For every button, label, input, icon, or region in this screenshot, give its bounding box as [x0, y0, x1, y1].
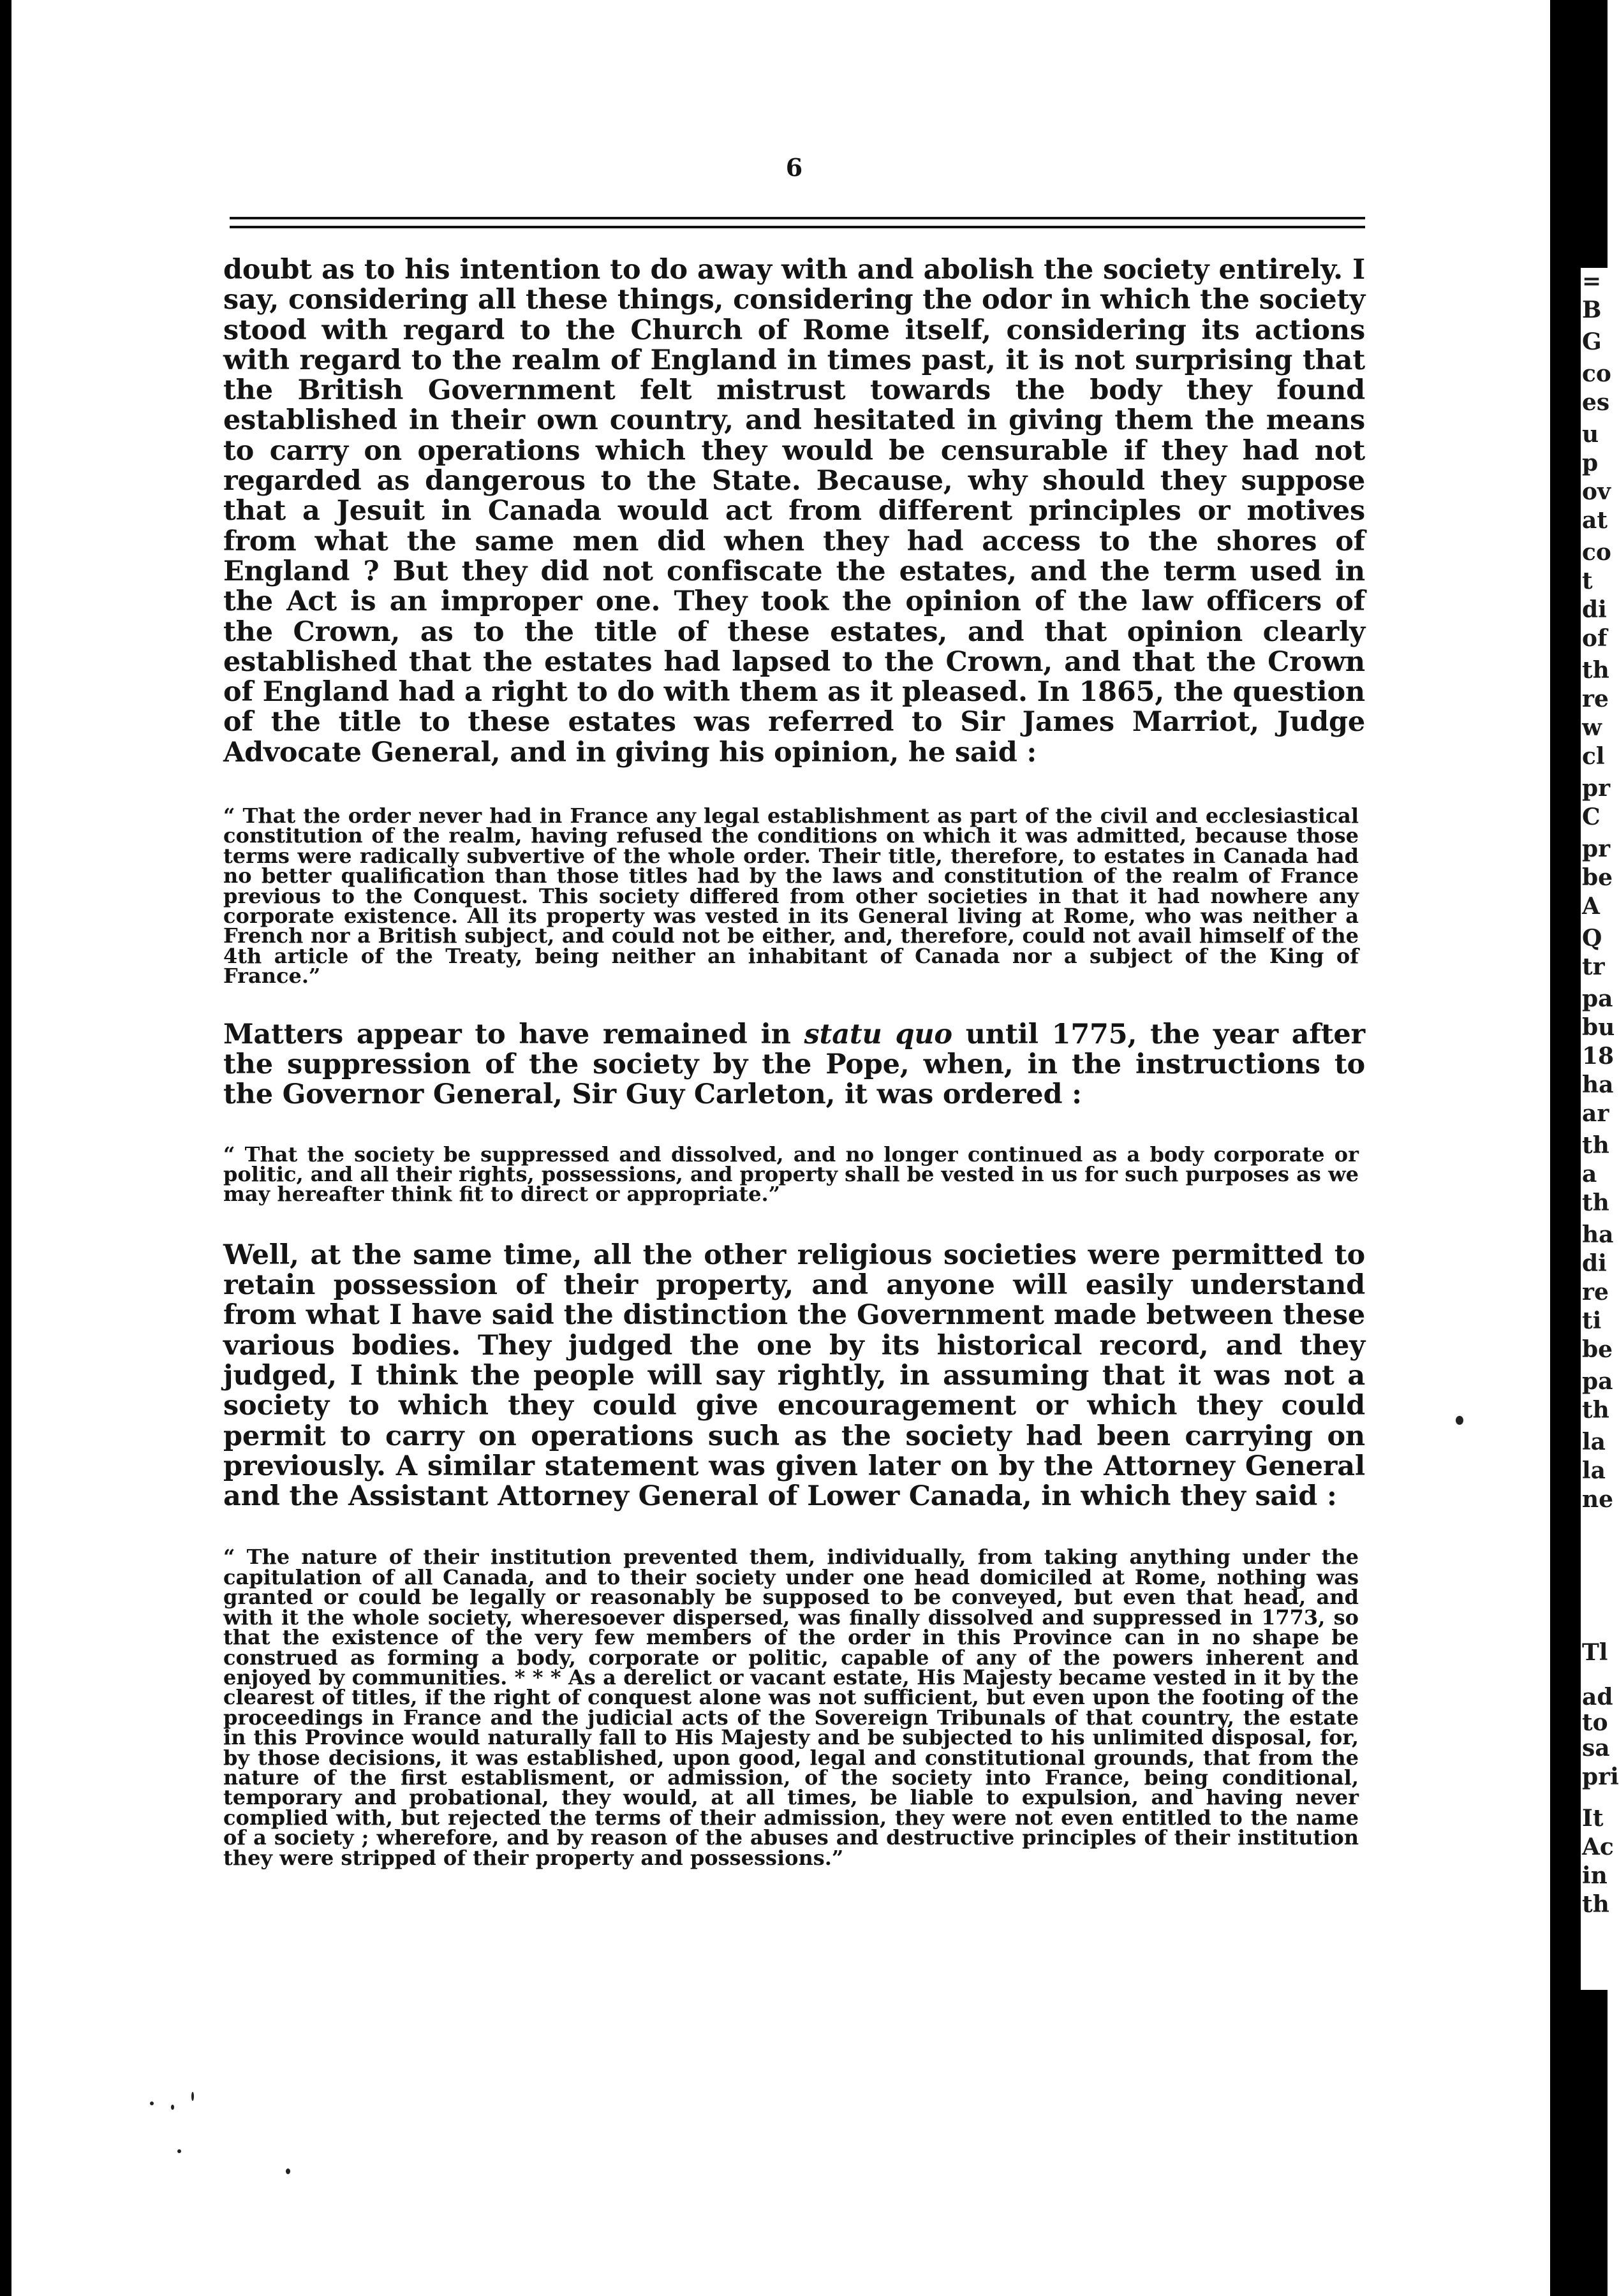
statu-quo-italic: statu quo: [804, 1018, 952, 1050]
margin-fragment: Tl: [1582, 1639, 1608, 1666]
margin-fragment: sa: [1582, 1735, 1610, 1762]
margin-fragment: ha: [1582, 1071, 1614, 1098]
margin-fragment: A: [1582, 893, 1600, 920]
page-number: 6: [785, 153, 803, 182]
margin-fragment: ad: [1582, 1684, 1613, 1711]
margin-fragment: pr: [1582, 835, 1611, 862]
margin-fragment: Q: [1582, 925, 1602, 952]
margin-fragment: w: [1582, 714, 1602, 741]
paragraph-1: doubt as to his intention to do away with and abolish the society entirely. I say, considering all these things, considering the odor in which the society stood with regard to the Church of Rome itself, considering its actions with regard to the realm of England in times past, it is not surprising that the British Government felt mistrust towards the body they found established in their own country, and hesitated in giving them the means to carry on operations which they would be censurable if they had not regarded as dangerous to the State. Because, why should they suppose that a Jesuit in Canada would act from different principles or motives from what the same men did when they had access to the shores of England ? But they did not confiscate the estates, and the term used in the Act is an improper one. They took the opinion of the law officers of the Crown, as to the title of these estates, and that opinion clearly established that the estates had lapsed to the Crown, and that the Crown of England had a right to do with them as it pleased. In 1865, the question of the title to these estates was referred to Sir James Marriot, Judge Advocate General, and in giving his opinion, he said :: [223, 254, 1365, 769]
margin-fragment: Ac: [1582, 1834, 1614, 1860]
margin-fragment: re: [1582, 686, 1609, 712]
paragraph-2-start: Matters appear to have remained in: [223, 1018, 804, 1050]
quote-marriot: “ That the order never had in France any legal establishment as part of the civil and ecclesiastical constitution of the realm, having refused the conditions on which it was admitted, because those terms were radically subvertive of the whole order. Their title, therefore, to estates in Canada had no better qualification than those titles had by the laws and constitution of the realm of France previous to the Conquest. This society differed from other societies in that it had nowhere any corporate existence. All its property was vested in its General living at Rome, who was neither a French nor a British subject, and could not be either, and, therefore, could not avail himself of the 4th article of the Treaty, being neither an inhabitant of Canada nor a subject of the King of France.”: [223, 804, 1359, 989]
scan-speck: [286, 2168, 290, 2174]
margin-fragment: be: [1582, 864, 1613, 891]
scan-speck: [171, 2105, 174, 2110]
margin-fragment: C: [1582, 804, 1601, 830]
scan-left-border: [0, 0, 11, 2296]
margin-fragment: It: [1582, 1805, 1604, 1832]
margin-fragment: to: [1582, 1709, 1608, 1736]
margin-fragment: u: [1582, 421, 1599, 448]
margin-fragment: co: [1582, 360, 1611, 387]
margin-fragment: B: [1582, 297, 1602, 323]
margin-fragment: of: [1582, 625, 1608, 652]
margin-fragment: be: [1582, 1336, 1613, 1363]
margin-fragment: di: [1582, 1250, 1607, 1277]
margin-fragment: p: [1582, 450, 1599, 476]
margin-fragment: la: [1582, 1457, 1606, 1484]
paragraph-2: [223, 1020, 1365, 1110]
quote-attorney-general: “ The nature of their institution prevented them, individually, from taking anything under the capitulation of all Canada, and to their society under one head domiciled at Rome, nothing was granted or could be legally or reasonably be supposed to be conveyed, but even that head, and with it the whole society, wheresoever dispersed, was finally dissolved and suppressed in 1773, so that the existence of the very few members of the order in this Province can in no shape be construed as forming a body, corporate or politic, capable of any of the powers inherent and enjoyed by communities. * * * As a derelict or vacant estate, His Majesty became vested in it by the clearest of titles, if the right of conquest alone was not sufficient, but even upon the footing of the proceedings in France and the judicial acts of the Sovereign Tribunals of that country, the estate in this Province would naturally fall to His Majesty and be subjected to his unlimited disposal, for, by those decisions, it was established, upon good, legal and constitutional grounds, that from the nature of the first establisment, or admission, of the society into France, being conditional, temporary and probational, they would, at all times, be liable to expulsion, and having never complied with, but rejected the terms of their admission, they were not even entitled to the name of a society ; wherefore, and by reason of the abuses and destructive principles of their institution they were stripped of their property and possessions.”: [223, 1545, 1359, 1870]
margin-fragment: pr: [1582, 775, 1611, 802]
margin-fragment: ar: [1582, 1100, 1609, 1127]
margin-fragment: la: [1582, 1429, 1606, 1455]
margin-fragment: in: [1582, 1862, 1608, 1889]
page-content: [223, 255, 1365, 1868]
margin-fragment: co: [1582, 539, 1611, 566]
margin-fragment: pri: [1582, 1763, 1619, 1790]
margin-fragment: ti: [1582, 1307, 1602, 1334]
margin-fragment: es: [1582, 389, 1610, 416]
margin-fragment: t: [1582, 568, 1593, 594]
margin-fragment: di: [1582, 596, 1607, 623]
scan-speck: [177, 2149, 181, 2153]
margin-fragment: ne: [1582, 1486, 1614, 1513]
margin-fragment: th: [1582, 1891, 1609, 1918]
margin-fragment: th: [1582, 1397, 1609, 1424]
header-double-rule: [230, 217, 1365, 228]
scan-speck: [191, 2092, 194, 2101]
margin-fragment: =: [1582, 268, 1602, 295]
margin-fragment: re: [1582, 1279, 1609, 1306]
margin-fragment: pa: [1582, 1368, 1613, 1395]
margin-fragment: 18: [1582, 1043, 1615, 1070]
margin-fragment: th: [1582, 1189, 1609, 1216]
margin-fragment: ha: [1582, 1221, 1614, 1248]
margin-fragment: at: [1582, 507, 1608, 534]
scan-speck: [150, 2101, 154, 2105]
margin-fragment: ov: [1582, 478, 1611, 505]
adjacent-page-margin: [1581, 268, 1619, 1990]
margin-fragment: cl: [1582, 743, 1605, 770]
margin-fragment: tr: [1582, 953, 1605, 980]
margin-fragment: th: [1582, 1132, 1609, 1159]
margin-fragment: bu: [1582, 1014, 1615, 1041]
paragraph-3: Well, at the same time, all the other religious societies were permitted to retain possession of their property, and anyone will easily understand from what I have said the distinction the Government made between these various bodies. They judged the one by its historical record, and they judged, I think the people will say rightly, in assuming that it was not a society to which they could give encouragement or which they could permit to carry on operations such as the society had been carrying on previously. A similar statement was given later on by the Attorney General and the Assistant Attorney General of Lower Canada, in which they said :: [223, 1239, 1365, 1513]
margin-fragment: G: [1582, 328, 1602, 355]
margin-fragment: pa: [1582, 985, 1613, 1012]
quote-carleton-instructions: “ That the society be suppressed and dissolved, and no longer continued as a body corporate or politic, and all their rights, possessions, and property shall be vested in us for such purposes as we may hereafter think fit to direct or appropriate.”: [223, 1142, 1359, 1207]
margin-fragment: a: [1582, 1161, 1597, 1188]
paragraph-2-end: until 1775, the year after the suppression of the society by the Pope, when, in the instructions to the Governor General, Sir Guy Carleton, it was ordered :: [223, 1018, 1365, 1111]
scan-speck: [1456, 1416, 1463, 1425]
margin-fragment: th: [1582, 657, 1609, 684]
